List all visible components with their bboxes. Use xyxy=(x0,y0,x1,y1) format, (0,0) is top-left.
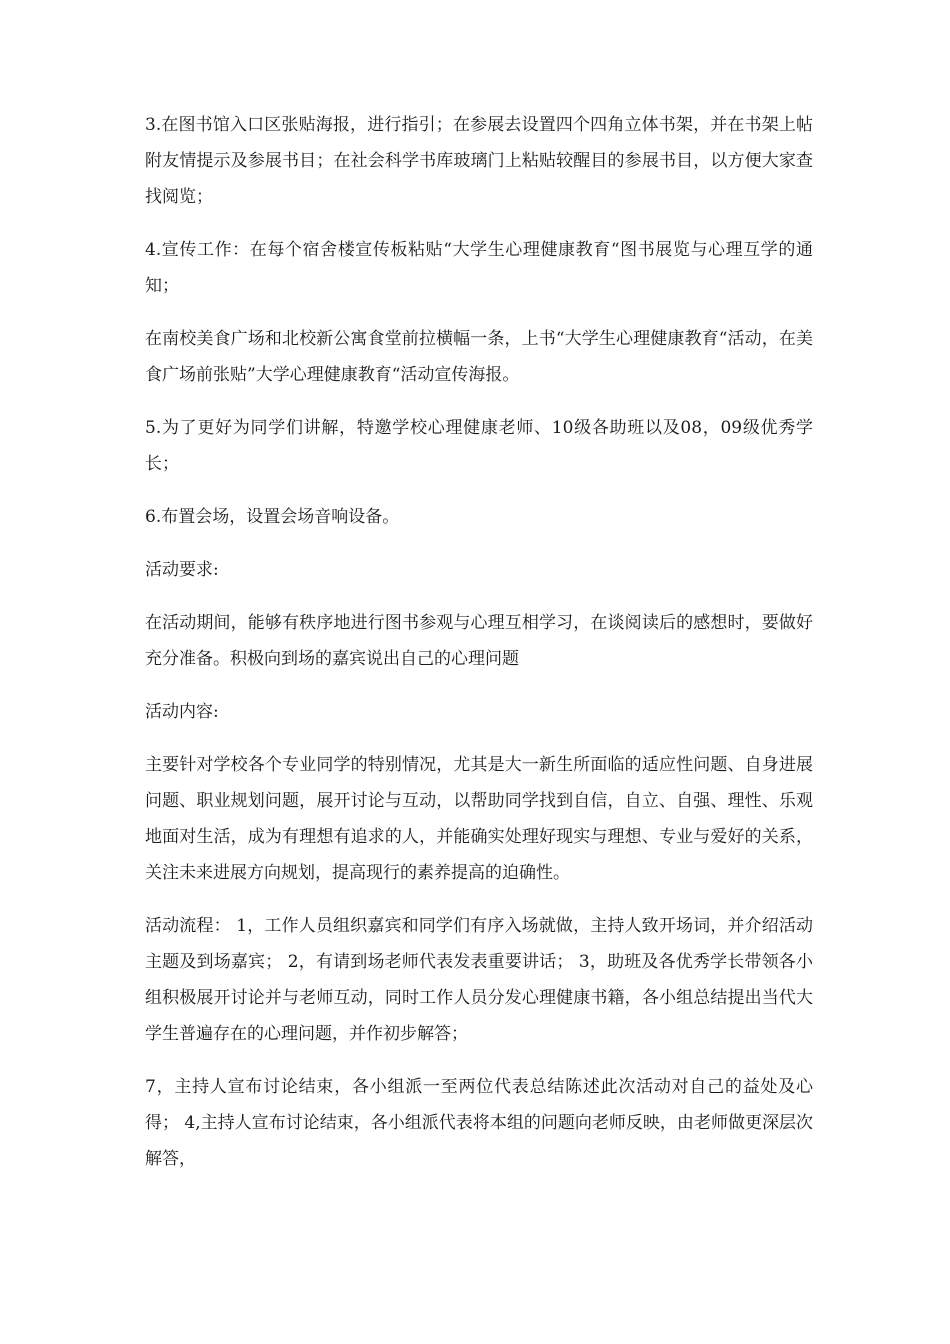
paragraph-discussion-closing: 7，主持人宣布讨论结束，各小组派一至两位代表总结陈述此次活动对自己的益处及心得； 4,主持人宣布讨论结束，各小组派代表将本组的问题向老师反映，由老师做更深层次解答， xyxy=(145,1077,813,1169)
paragraph-invited-speakers: 5.为了更好为同学们讲解，特邀学校心理健康老师、10级各助班以及08，09级优秀学长； xyxy=(145,418,813,474)
paragraph-venue-setup: 6.布置会场，设置会场音响设备。 xyxy=(145,507,400,527)
paragraph-activity-content: 主要针对学校各个专业同学的特别情况，尤其是大一新生所面临的适应性问题、自身进展问题、职业规划问题，展开讨论与互动，以帮助同学找到自信，自立、自强、理性、乐观地面对生活，成为有理想有追求的人，并能确实处理好现实与理想、专业与爱好的关系，关注未来进展方向规划，提高现行的素养提高的迫确性。 xyxy=(145,755,813,883)
paragraph-activity-requirements: 在活动期间，能够有秩序地进行图书参观与心理互相学习，在谈阅读后的感想时，要做好充分准备。积极向到场的嘉宾说出自己的心理问题 xyxy=(145,613,813,669)
document-body xyxy=(145,107,813,1194)
paragraph-activity-process: 活动流程： 1，工作人员组织嘉宾和同学们有序入场就做，主持人致开场词，并介绍活动主题及到场嘉宾； 2，有请到场老师代表发表重要讲话； 3，助班及各优秀学长带领各小组积极展开讨论并与老师互动，同时工作人员分发心理健康书籍，各小组总结提出当代大学生普遍存在的心理问题，并作初步解答； xyxy=(145,916,813,1044)
heading-activity-content: 活动内容: xyxy=(145,702,219,722)
paragraph-banner-posters: 在南校美食广场和北校新公寓食堂前拉横幅一条，上书“大学生心理健康教育“活动，在美食广场前张贴”大学心理健康教育“活动宣传海报。 xyxy=(145,329,813,385)
heading-activity-requirements: 活动要求: xyxy=(145,560,219,580)
paragraph-publicity-work: 4.宣传工作：在每个宿舍楼宣传板粘贴“大学生心理健康教育“图书展览与心理互学的通知； xyxy=(145,240,813,296)
paragraph-posters-bookshelves: 3.在图书馆入口区张贴海报，进行指引；在参展去设置四个四角立体书架，并在书架上帖附友情提示及参展书目；在社会科学书库玻璃门上粘贴较醒目的参展书目，以方便大家查找阅览； xyxy=(145,115,813,207)
